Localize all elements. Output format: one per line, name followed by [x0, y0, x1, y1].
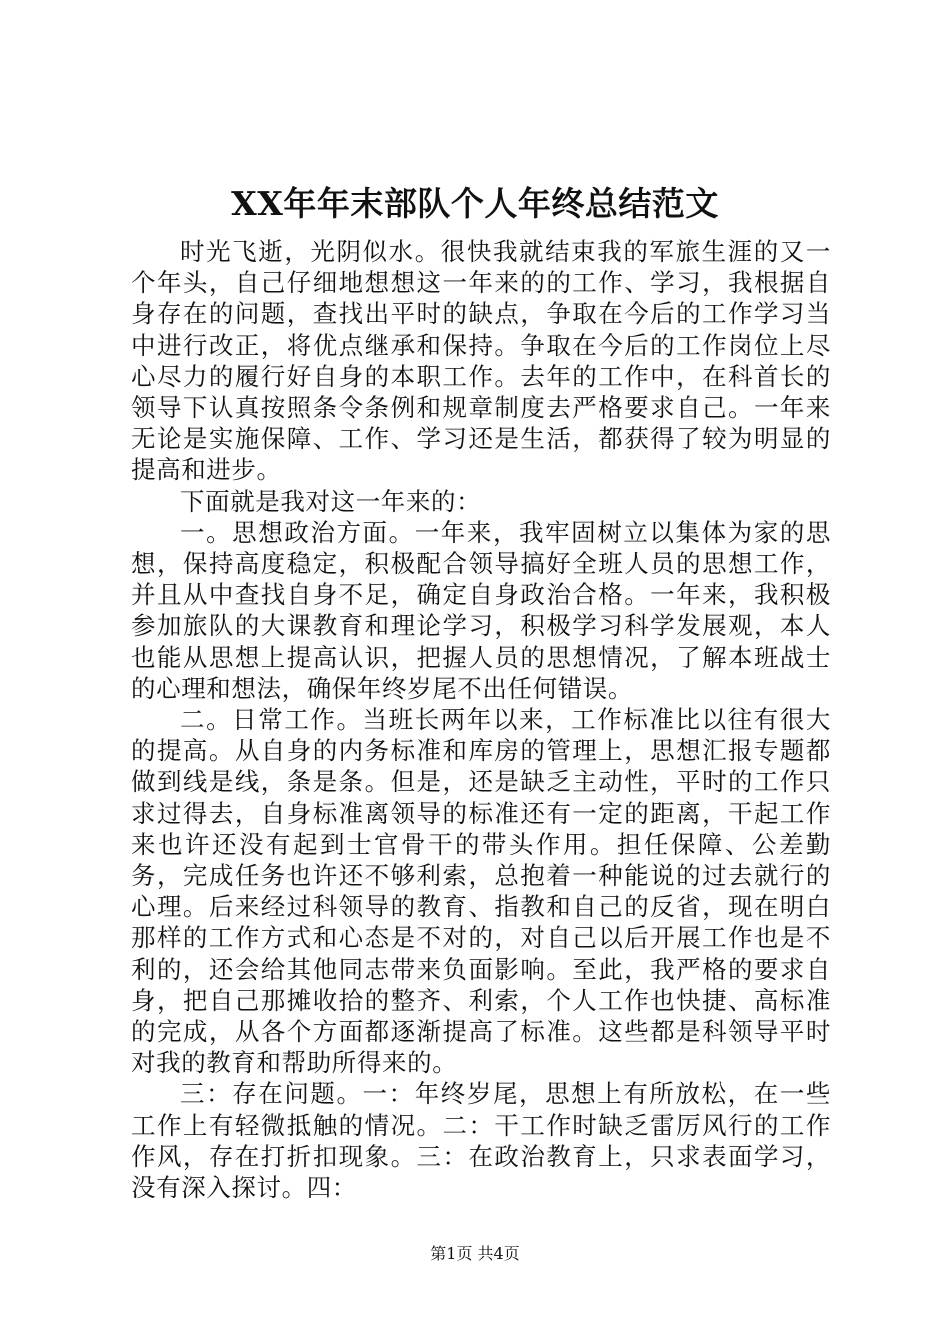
document-body	[131, 236, 831, 1203]
page-footer: 第1页 共4页	[430, 1244, 520, 1263]
paragraph-section-1: 一。思想政治方面。一年来，我牢固树立以集体为家的思想，保持高度稳定，积极配合领导搞好全班人员的思想工作，并且从中查找自身不足，确定自身政治合格。一年来，我积极参加旅队的大课教育和理论学习，积极学习科学发展观，本人也能从思想上提高认识，把握人员的思想情况，了解本班战士的心理和想法，确保年终岁尾不出任何错误。	[131, 517, 831, 703]
paragraph-section-2: 二。日常工作。当班长两年以来，工作标准比以往有很大的提高。从自身的内务标准和库房的管理上，思想汇报专题都做到线是线，条是条。但是，还是缺乏主动性，平时的工作只求过得去，自身标准离领导的标准还有一定的距离，干起工作来也许还没有起到士官骨干的带头作用。担任保障、公差勤务，完成任务也许还不够利索，总抱着一种能说的过去就行的心理。后来经过科领导的教育、指教和自己的反省，现在明白那样的工作方式和心态是不对的，对自己以后开展工作也是不利的，还会给其他同志带来负面影响。至此，我严格的要求自身，把自己那摊收拾的整齐、利索，个人工作也快捷、高标准的完成，从各个方面都逐渐提高了标准。这些都是科领导平时对我的教育和帮助所得来的。	[131, 705, 831, 1078]
paragraph-section-3: 三：存在问题。一：年终岁尾，思想上有所放松，在一些工作上有轻微抵触的情况。二：干工作时缺乏雷厉风行的工作作风，存在打折扣现象。三：在政治教育上，只求表面学习，没有深入探讨。四：	[131, 1079, 831, 1203]
document-title: XX年年末部队个人年终总结范文	[231, 184, 719, 223]
paragraph-lead-in: 下面就是我对这一年来的：	[180, 486, 482, 516]
paragraph-intro: 时光飞逝，光阴似水。很快我就结束我的军旅生涯的又一个年头，自己仔细地想想这一年来的的工作、学习，我根据自身存在的问题，查找出平时的缺点，争取在今后的工作学习当中进行改正，将优点继承和保持。争取在今后的工作岗位上尽心尽力的履行好自身的本职工作。去年的工作中，在科首长的领导下认真按照条令条例和规章制度去严格要求自己。一年来无论是实施保障、工作、学习还是生活，都获得了较为明显的提高和进步。	[131, 237, 831, 485]
